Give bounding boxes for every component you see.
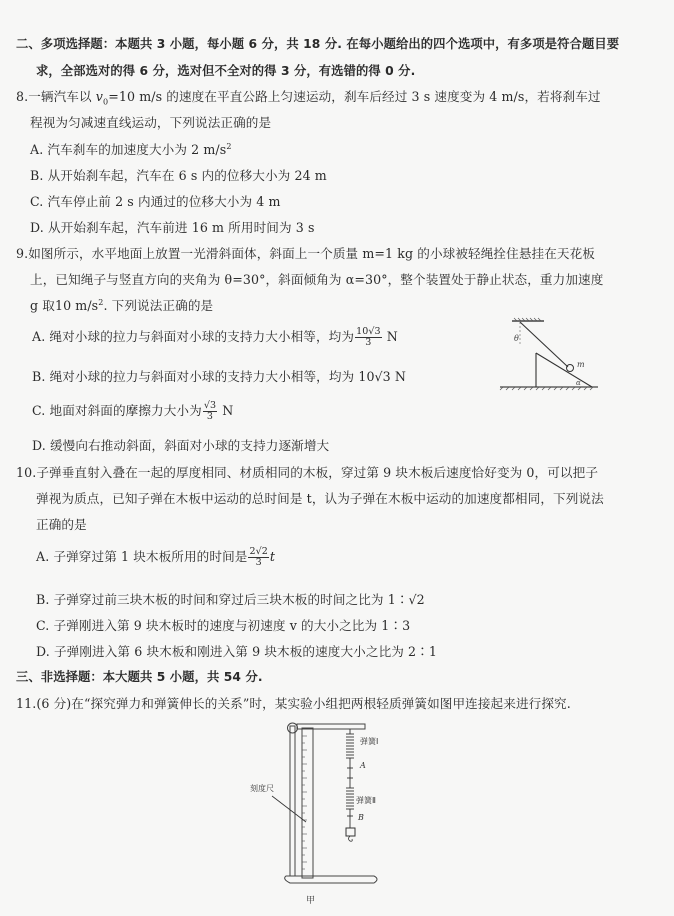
q8-stem-line1: 8.一辆汽车以 $v_0=10$ m/s 的速度在平直公路上匀速运动，刹车后经过 3 s 速度变为 4 m/s，若将刹车过 [16, 89, 601, 107]
q10-stem-line2: 弹视为质点，已知子弹在木板中运动的总时间是 t，认为子弹在木板中运动的加速度都相同，下列说法 [36, 491, 604, 506]
q8-number: 8. [16, 89, 29, 104]
q9-incline-figure [492, 315, 602, 395]
q9-stem-line1: 9.如图所示，水平地面上放置一光滑斜面体，斜面上一个质量 m=1 kg 的小球被轻绳拴住悬挂在天花板 [16, 246, 595, 261]
q11-number: 11. [16, 696, 37, 711]
section-2-heading-line1: 二、多项选择题：本题共 3 小题，每小题 6 分，共 18 分. 在每小题给出的四个选项中，有多项是符合题目要 [16, 37, 620, 51]
q9-stem-line2: 上，已知绳子与竖直方向的夹角为 θ=30°，斜面倾角为 α=30°，整个装置处于静止状态，重力加速度 [30, 272, 604, 287]
svg-text:θ: θ [514, 334, 519, 343]
q9-option-a: A. 绳对小球的拉力与斜面对小球的支持力大小相等，均为 $\frac{10√3}{3}$ N [32, 326, 398, 348]
q10-option-a: A. 子弹穿过第 1 块木板所用的时间是 $\frac{2√2}{3}$ t [36, 546, 276, 568]
svg-text:A: A [360, 761, 366, 770]
q8-stem-line2: 程视为匀减速直线运动，下列说法正确的是 [30, 115, 272, 130]
q10-option-b: B. 子弹穿过前三块木板的时间和穿过后三块木板的时间之比为 1∶√2 [36, 592, 425, 607]
section-2-heading-line2: 求，全部选对的得 6 分，选对但不全对的得 3 分，有选错的得 0 分. [36, 64, 416, 78]
q9-option-b: B. 绳对小球的拉力与斜面对小球的支持力大小相等，均为 10√3 N [32, 369, 407, 384]
q8-option-a: A. 汽车刹车的加速度大小为 2 $m/s^2$ [30, 141, 232, 157]
q9-stem-line3: g 取10 $m/s^2$. 下列说法正确的是 [30, 297, 214, 313]
fraction: $\frac{2√2}{3}$ [249, 546, 268, 568]
q8-option-d: D. 从开始刹车起，汽车前进 16 m 所用时间为 3 s [30, 220, 315, 235]
q10-option-c: C. 子弹刚进入第 9 块木板时的速度与初速度 v 的大小之比为 1∶3 [36, 618, 411, 633]
q9-option-c: C. 地面对斜面的摩擦力大小为 $\frac{√3}{3}$ N [32, 400, 234, 422]
q10-stem-line3: 正确的是 [36, 517, 87, 532]
q10-option-d: D. 子弹刚进入第 6 块木板和刚进入第 9 块木板的速度大小之比为 2∶1 [36, 644, 437, 659]
svg-text:α: α [576, 379, 581, 387]
svg-text:刻度尺: 刻度尺 [250, 784, 274, 793]
fraction: $\frac{10√3}{3}$ [356, 326, 381, 348]
q11-stem: 11.(6 分)在“探究弹力和弹簧伸长的关系”时，某实验小组把两根轻质弹簧如图甲连接起来进行探究. [16, 696, 571, 711]
svg-text:B: B [358, 813, 364, 822]
q10-number: 10. [16, 465, 37, 480]
q9-option-d: D. 缓慢向右推动斜面，斜面对小球的支持力逐渐增大 [32, 438, 330, 453]
q8-option-b: B. 从开始刹车起，汽车在 6 s 内的位移大小为 24 m [30, 168, 327, 183]
svg-text:弹簧Ⅱ: 弹簧Ⅱ [356, 796, 376, 805]
q9-number: 9. [16, 246, 29, 261]
svg-text:m: m [577, 360, 585, 369]
fraction: $\frac{√3}{3}$ [203, 400, 217, 422]
svg-text:甲: 甲 [306, 896, 316, 906]
section-3-heading: 三、非选择题：本大题共 5 小题，共 54 分. [16, 670, 263, 684]
svg-text:弹簧Ⅰ: 弹簧Ⅰ [360, 737, 379, 746]
q11-spring-apparatus-figure [250, 716, 380, 912]
q10-stem-line1: 10.子弹垂直射入叠在一起的厚度相同、材质相同的木板，穿过第 9 块木板后速度恰好变为 0，可以把子 [16, 465, 599, 480]
q8-option-c: C. 汽车停止前 2 s 内通过的位移大小为 4 m [30, 194, 281, 209]
